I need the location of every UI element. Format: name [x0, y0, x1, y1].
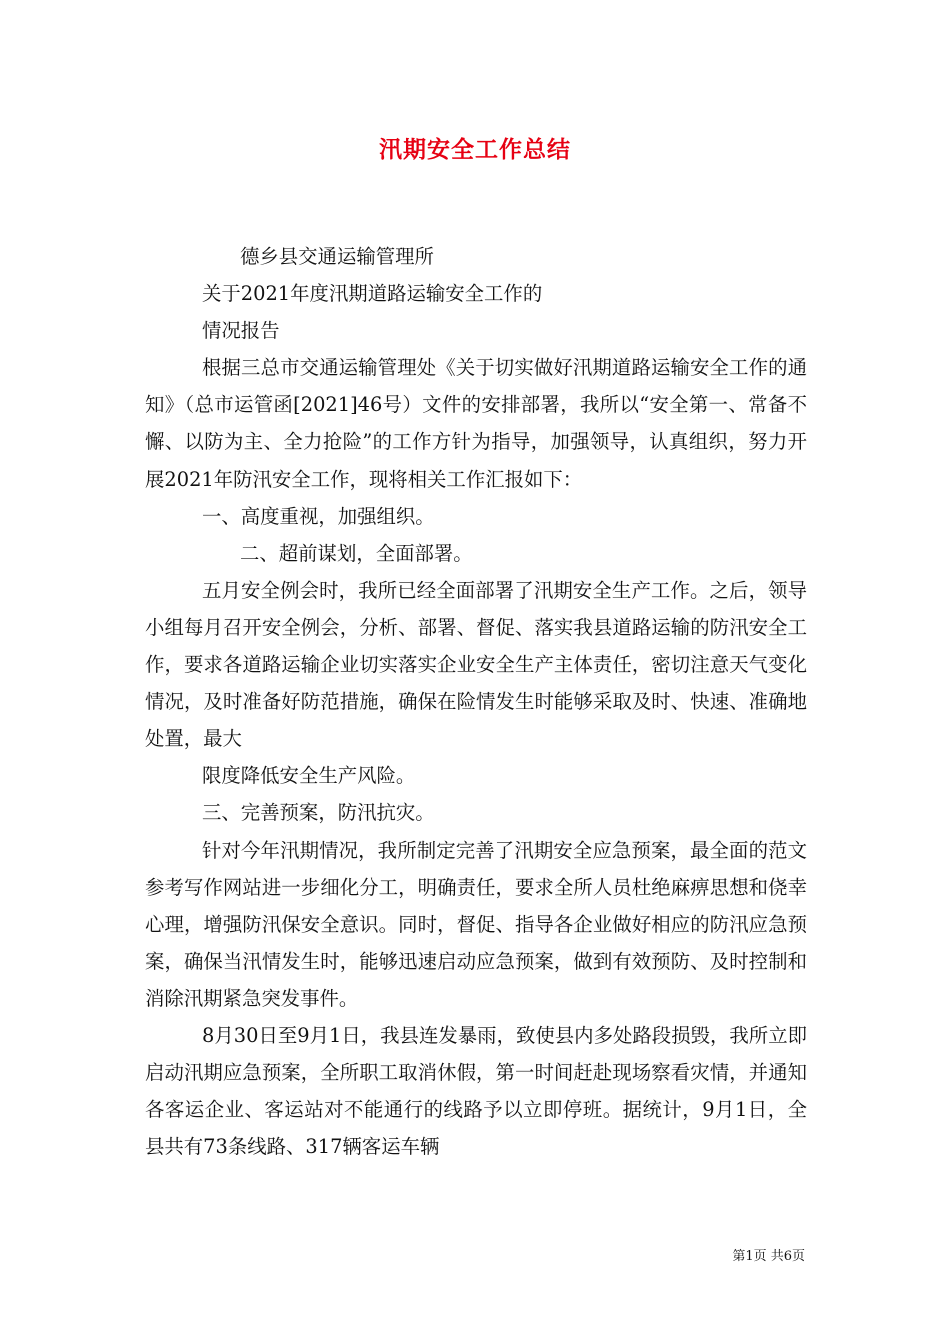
intro-paragraph: 根据三总市交通运输管理处《关于切实做好汛期道路运输安全工作的通知》（总市运管函[2021]46号）文件的安排部署，我所以“安全第一、常备不懈、以防为主、全力抢险”的工作方针为指导，加强领导，认真组织，努力开展2021年防汛安全工作，现将相关工作汇报如下： [145, 356, 807, 491]
body-paragraph: 8月30日至9月1日，我县连发暴雨，致使县内多处路段损毁，我所立即启动汛期应急预案，全所职工取消休假，第一时间赶赴现场察看灾情，并通知各客运企业、客运站对不能通行的线路予以立即停班。据统计，9月1日，全县共有73条线路、317辆客运车辆 [145, 1023, 807, 1159]
section-heading-2: 二、超前谋划，全面部署。 [240, 541, 473, 565]
section-heading-3: 三、完善预案，防汛抗灾。 [202, 801, 435, 825]
document-body [145, 238, 807, 1165]
body-paragraph-continuation: 限度降低安全生产风险。 [202, 764, 416, 788]
report-title-line-2: 情况报告 [202, 319, 280, 343]
body-paragraph: 五月安全例会时，我所已经全面部署了汛期安全生产工作。之后，领导小组每月召开安全例会，分析、部署、督促、落实我县道路运输的防汛安全工作，要求各道路运输企业切实落实企业安全生产主体责任，密切注意天气变化情况，及时准备好防范措施，确保在险情发生时能够采取及时、快速、准确地处置，最大 [145, 578, 807, 751]
document-title: 汛期安全工作总结 [379, 136, 571, 163]
report-title-line-1: 关于2021年度汛期道路运输安全工作的 [202, 282, 543, 306]
body-paragraph: 针对今年汛期情况，我所制定完善了汛期安全应急预案，最全面的范文参考写作网站进一步细化分工，明确责任，要求全所人员杜绝麻痹思想和侥幸心理，增强防汛保安全意识。同时，督促、指导各企业做好相应的防汛应急预案，确保当汛情发生时，能够迅速启动应急预案，做到有效预防、及时控制和消除汛期紧急突发事件。 [145, 838, 807, 1010]
page-number: 第1页 共6页 [732, 1249, 805, 1264]
section-heading-1: 一、高度重视，加强组织。 [202, 504, 435, 528]
issuer-line: 德乡县交通运输管理所 [240, 245, 434, 268]
